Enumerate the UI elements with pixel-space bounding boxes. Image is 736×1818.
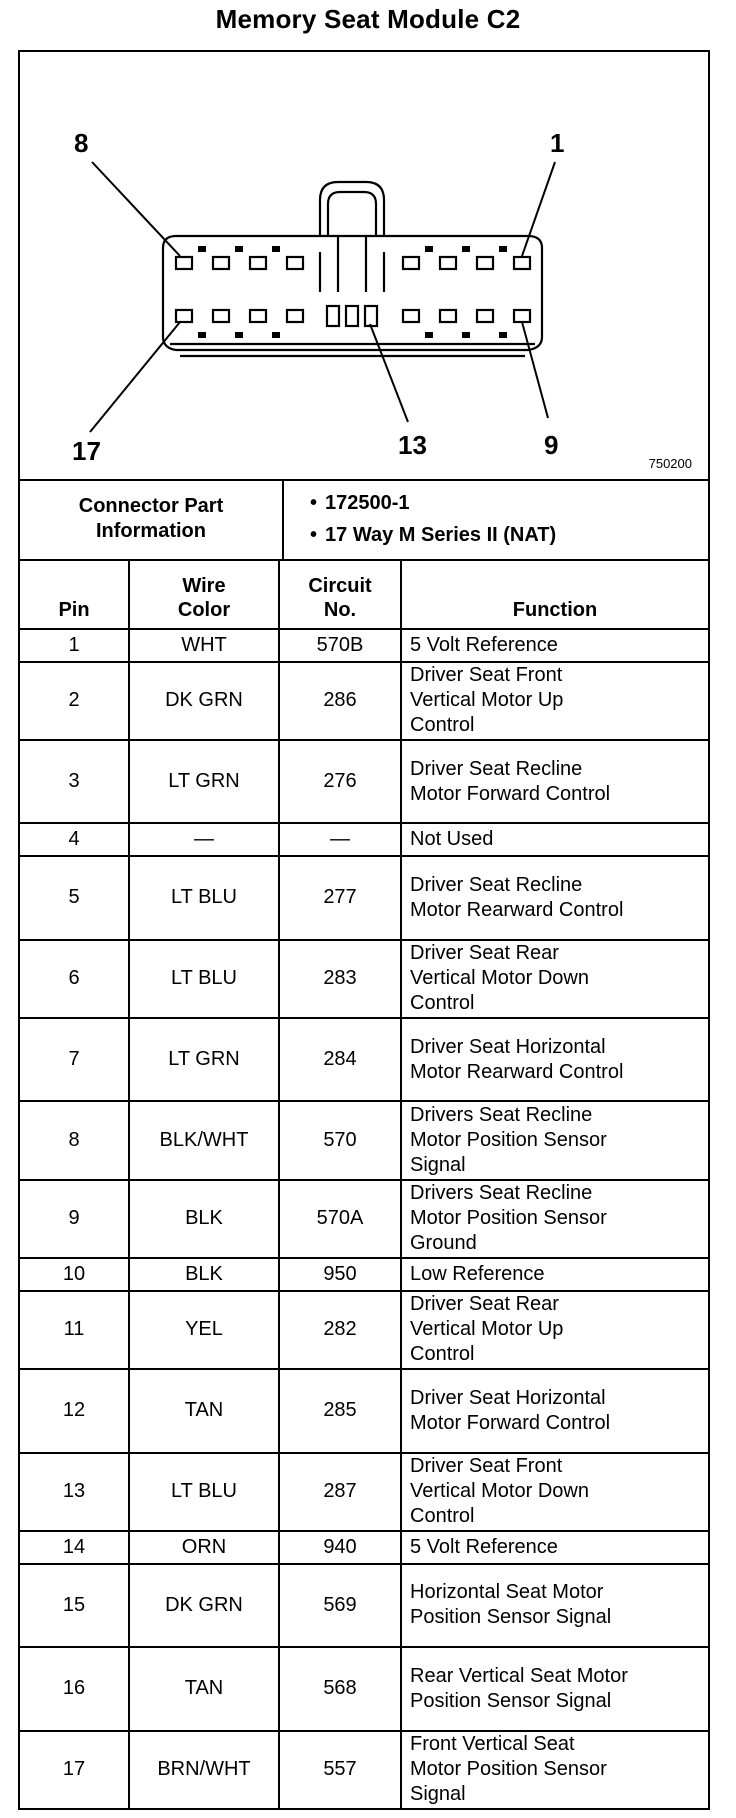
function-cell [401,1258,708,1291]
pin-number: 6 [20,940,129,1018]
pin-number: 9 [20,1180,129,1258]
circuit-number: 286 [279,662,401,740]
wire-color: TAN [129,1369,279,1452]
wire-color: DK GRN [129,1564,279,1647]
circuit-number: 284 [279,1018,401,1101]
function-line: Signal [410,1154,466,1177]
header-circuit-line2: No. [323,599,357,621]
pin-number: 15 [20,1564,129,1647]
circuit-number: 570 [279,1101,401,1179]
function-cell [401,1101,708,1179]
function-cell [401,662,708,740]
function-line: Drivers Seat Recline [410,1104,593,1127]
table-row [20,740,708,823]
function-line: Control [410,1343,475,1366]
function-cell [401,1531,708,1564]
pin-number: 2 [20,662,129,740]
table-row [20,856,708,939]
table-row [20,1291,708,1369]
connector-info-label [20,479,284,559]
circuit-number: 287 [279,1453,401,1531]
header-circuit [279,559,401,629]
pin-label-17: 17 [72,436,101,466]
function-line: Control [410,1505,475,1528]
circuit-number: 569 [279,1564,401,1647]
function-line: Ground [410,1232,477,1255]
pin-number: 17 [20,1731,129,1808]
wire-color: — [129,823,279,856]
function-line: Drivers Seat Recline [410,1182,593,1205]
circuit-number: 557 [279,1731,401,1808]
circuit-number: 570A [279,1180,401,1258]
pinout-table-body [20,629,708,1808]
pin-number: 7 [20,1018,129,1101]
connector-info-label-line1: Connector Part [78,495,224,517]
pin-label-8: 8 [74,128,89,158]
header-function: Function [401,559,708,629]
function-line: Driver Seat Rear [410,942,559,965]
function-line: Not Used [410,828,494,851]
function-line: 5 Volt Reference [410,633,558,656]
wire-color: LT BLU [129,940,279,1018]
function-cell [401,823,708,856]
function-line: Horizontal Seat Motor [410,1581,604,1604]
function-line: Low Reference [410,1262,545,1285]
connector-part-number: • 172500-1 [310,487,556,519]
table-row [20,662,708,740]
circuit-number: 276 [279,740,401,823]
wire-color: BRN/WHT [129,1731,279,1808]
function-line: Motor Forward Control [410,1411,611,1434]
function-line: Motor Rearward Control [410,898,624,921]
table-row [20,1258,708,1291]
pin-number: 14 [20,1531,129,1564]
function-cell [401,856,708,939]
connector-series: • 17 Way M Series II (NAT) [310,519,556,551]
function-line: Driver Seat Horizontal [410,1386,606,1409]
table-row [20,1564,708,1647]
document-frame [18,50,710,1810]
circuit-number: 283 [279,940,401,1018]
pin-label-13: 13 [398,430,427,460]
function-line: Vertical Motor Down [410,1480,589,1503]
function-line: Driver Seat Rear [410,1293,559,1316]
function-cell [401,1731,708,1808]
header-wire-color [129,559,279,629]
pin-number: 13 [20,1453,129,1531]
connector-info-list [310,487,556,551]
connector-part-info [20,479,708,561]
function-line: Control [410,714,475,737]
connector-info-label-line2: Information [96,520,206,542]
pin-number: 1 [20,629,129,662]
function-line: Driver Seat Front [410,1455,563,1478]
pinout-table [20,559,708,1808]
function-cell [401,1647,708,1730]
function-line: Front Vertical Seat [410,1733,575,1756]
connector-diagram [20,52,708,481]
table-header-row [20,559,708,629]
wire-color: BLK [129,1180,279,1258]
circuit-number: 570B [279,629,401,662]
figure-id: 750200 [648,456,692,471]
circuit-number: 568 [279,1647,401,1730]
table-row [20,1647,708,1730]
function-cell [401,1291,708,1369]
function-cell [401,1564,708,1647]
function-line: Motor Rearward Control [410,1060,624,1083]
table-row [20,1453,708,1531]
function-cell [401,629,708,662]
wire-color: LT BLU [129,1453,279,1531]
pin-label-9: 9 [544,430,559,460]
function-line: Driver Seat Horizontal [410,1035,606,1058]
function-line: 5 Volt Reference [410,1535,558,1558]
function-line: Motor Position Sensor [410,1129,607,1152]
wire-color: BLK [129,1258,279,1291]
pin-number: 3 [20,740,129,823]
pin-label-1: 1 [550,128,565,158]
table-row [20,1101,708,1179]
function-line: Motor Position Sensor [410,1758,607,1781]
wire-color: LT GRN [129,1018,279,1101]
table-row [20,1531,708,1564]
header-wire-color-line2: Color [177,599,231,621]
pin-number: 11 [20,1291,129,1369]
wire-color: LT BLU [129,856,279,939]
circuit-number: 950 [279,1258,401,1291]
wire-color: DK GRN [129,662,279,740]
function-cell [401,1180,708,1258]
function-line: Position Sensor Signal [410,1606,612,1629]
page-title: Memory Seat Module C2 [215,4,521,34]
function-line: Driver Seat Recline [410,757,583,780]
function-line: Driver Seat Recline [410,873,583,896]
pin-number: 4 [20,823,129,856]
table-row [20,823,708,856]
header-circuit-line1: Circuit [308,575,372,597]
wire-color: ORN [129,1531,279,1564]
circuit-number: — [279,823,401,856]
table-row [20,940,708,1018]
table-row [20,1018,708,1101]
function-line: Motor Position Sensor [410,1207,607,1230]
function-line: Signal [410,1783,466,1806]
function-line: Vertical Motor Up [410,689,564,712]
connector-face-drawing [20,52,708,479]
wire-color: WHT [129,629,279,662]
function-line: Driver Seat Front [410,664,563,687]
circuit-number: 282 [279,1291,401,1369]
function-line: Vertical Motor Down [410,967,589,990]
circuit-number: 940 [279,1531,401,1564]
function-line: Control [410,992,475,1015]
function-cell [401,740,708,823]
pin-number: 8 [20,1101,129,1179]
wire-color: TAN [129,1647,279,1730]
table-row [20,1369,708,1452]
header-wire-color-line1: Wire [182,575,226,597]
wire-color: BLK/WHT [129,1101,279,1179]
function-cell [401,1018,708,1101]
function-line: Vertical Motor Up [410,1318,564,1341]
function-line: Motor Forward Control [410,782,611,805]
function-line: Rear Vertical Seat Motor [410,1664,628,1687]
function-line: Position Sensor Signal [410,1689,612,1712]
table-row [20,1731,708,1808]
circuit-number: 277 [279,856,401,939]
circuit-number: 285 [279,1369,401,1452]
function-cell [401,1453,708,1531]
pin-number: 12 [20,1369,129,1452]
table-row [20,1180,708,1258]
function-cell [401,940,708,1018]
pin-number: 10 [20,1258,129,1291]
wire-color: LT GRN [129,740,279,823]
pin-number: 5 [20,856,129,939]
pin-number: 16 [20,1647,129,1730]
wire-color: YEL [129,1291,279,1369]
function-cell [401,1369,708,1452]
header-pin: Pin [20,559,129,629]
table-row [20,629,708,662]
